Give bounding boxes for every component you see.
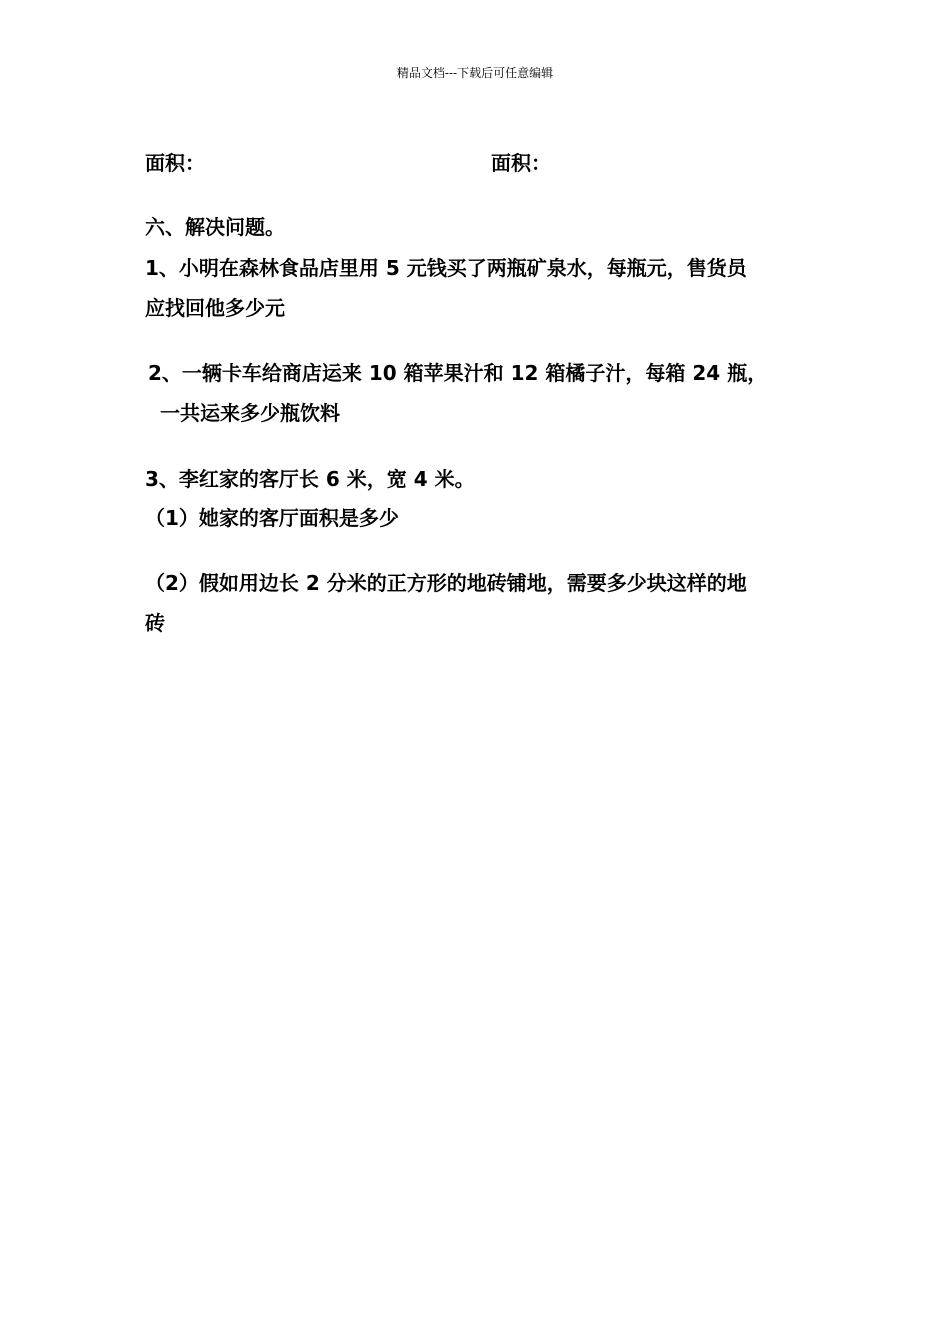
page-header: 精品文档---下载后可任意编辑 (396, 66, 554, 80)
problem-2-line-1: 2、一辆卡车给商店运来 10 箱苹果汁和 12 箱橘子汁，每箱 24 瓶， (148, 361, 768, 385)
area-label-right: 面积： (491, 151, 551, 175)
problem-3-sub-1: （1）她家的客厅面积是多少 (145, 506, 399, 530)
area-label-left: 面积： (145, 151, 205, 175)
problem-2-line-2: 一共运来多少瓶饮料 (160, 401, 340, 425)
problem-3-line-1: 3、李红家的客厅长 6 米，宽 4 米。 (145, 467, 475, 491)
problem-1-line-2: 应找回他多少元 (145, 296, 285, 320)
problem-3-sub-2-line-1: （2）假如用边长 2 分米的正方形的地砖铺地，需要多少块这样的地 (145, 571, 747, 595)
section-title: 六、解决问题。 (145, 215, 285, 239)
problem-3-sub-2-line-2: 砖 (145, 611, 165, 635)
problem-1-line-1: 1、小明在森林食品店里用 5 元钱买了两瓶矿泉水，每瓶元，售货员 (145, 256, 747, 280)
